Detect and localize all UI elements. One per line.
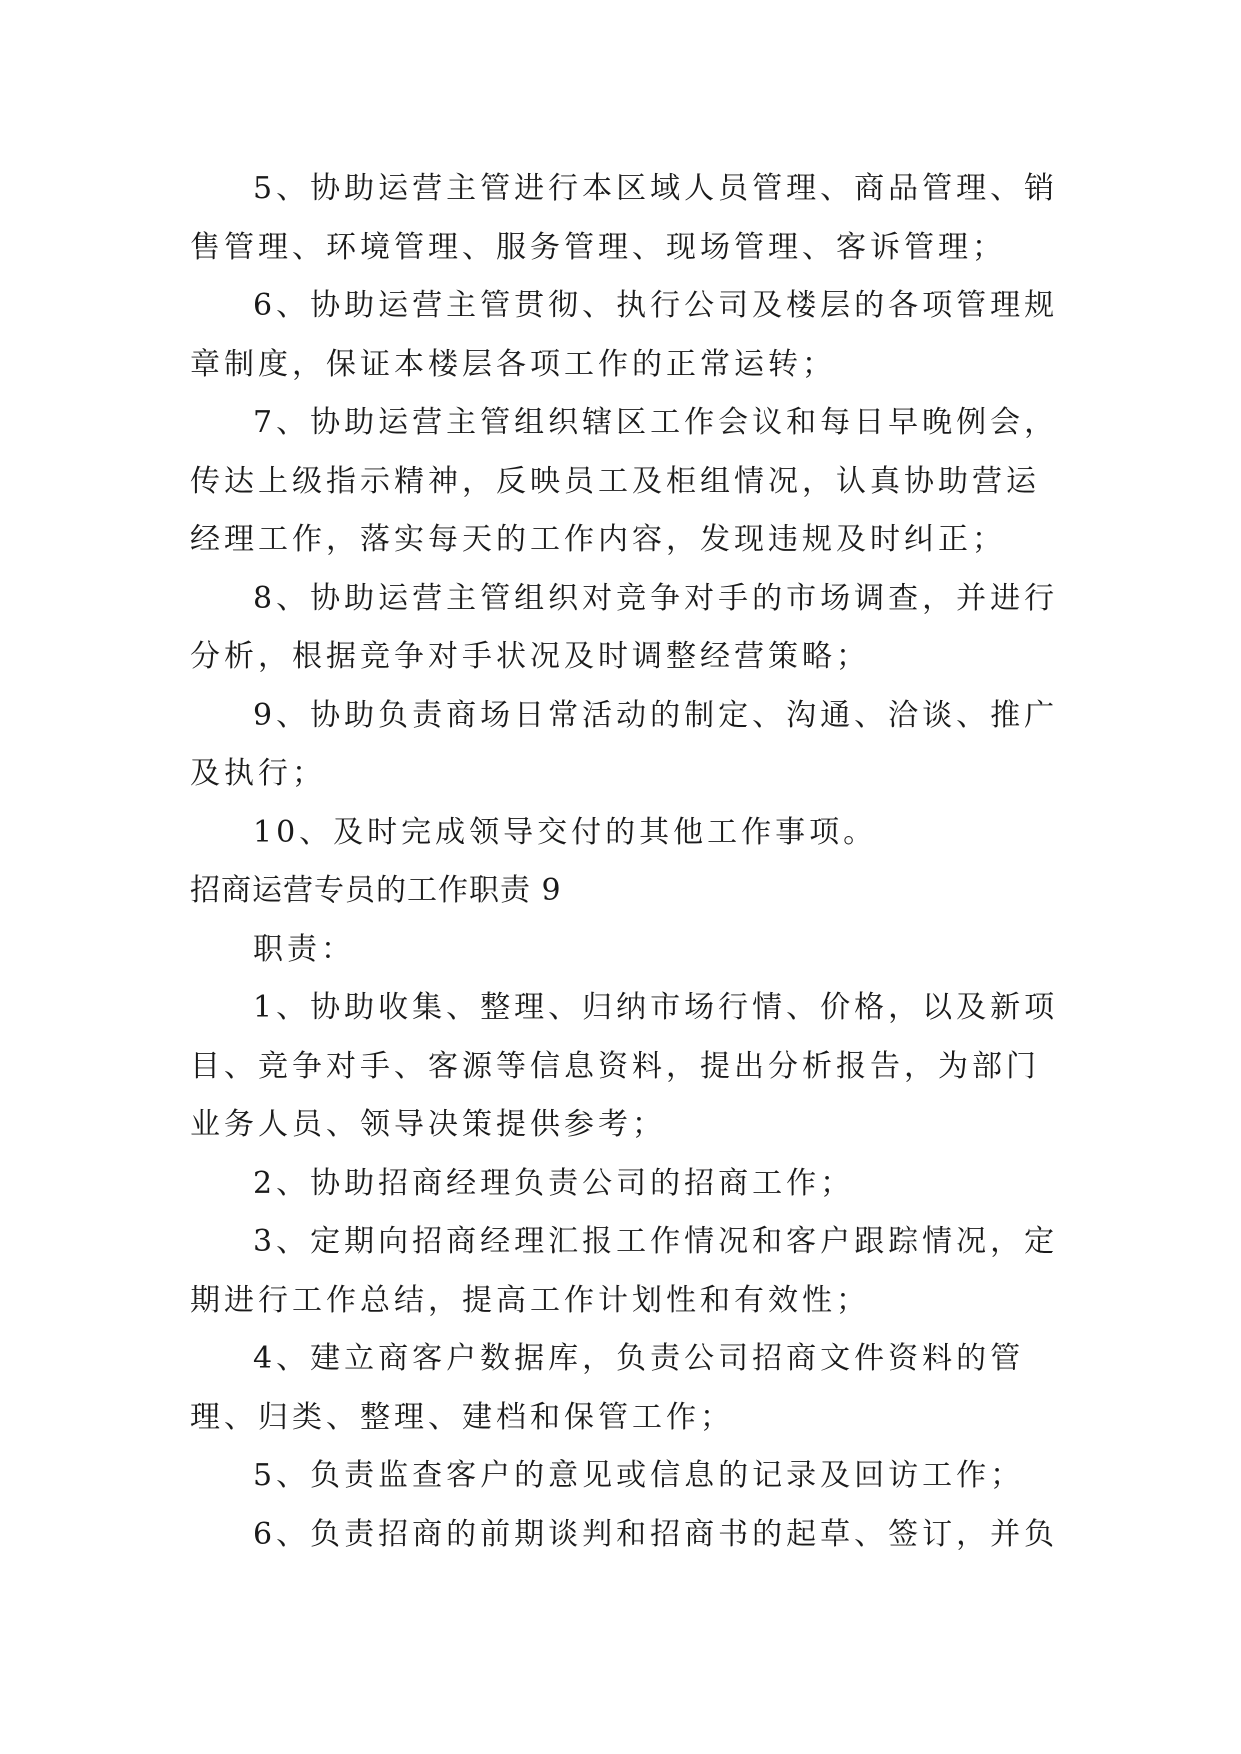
document-body [190, 160, 1060, 1564]
paragraph: 2、协助招商经理负责公司的招商工作； [253, 1165, 855, 1201]
paragraph: 7、协助运营主管组织辖区工作会议和每日早晚例会，传达上级指示精神，反映员工及柜组情况，认真协助营运经理工作，落实每天的工作内容，发现违规及时纠正； [190, 405, 1059, 557]
paragraph: 4、建立商客户数据库，负责公司招商文件资料的管理、归类、整理、建档和保管工作； [190, 1341, 1025, 1435]
paragraph: 9、协助负责商场日常活动的制定、沟通、洽谈、推广及执行； [190, 697, 1059, 791]
paragraph: 3、定期向招商经理汇报工作情况和客户跟踪情况，定期进行工作总结，提高工作计划性和有效性； [190, 1224, 1059, 1318]
paragraph: 8、协助运营主管组织对竞争对手的市场调查，并进行分析，根据竞争对手状况及时调整经营策略； [190, 580, 1059, 674]
paragraph: 10、及时完成领导交付的其他工作事项。 [253, 814, 878, 850]
paragraph: 5、协助运营主管进行本区域人员管理、商品管理、销售管理、环境管理、服务管理、现场管理、客诉管理； [190, 171, 1059, 265]
duties-label: 职责： [253, 931, 355, 967]
paragraph: 6、负责招商的前期谈判和招商书的起草、签订，并负 [253, 1516, 1059, 1552]
paragraph: 6、协助运营主管贯彻、执行公司及楼层的各项管理规章制度，保证本楼层各项工作的正常运转； [190, 288, 1059, 382]
paragraph: 1、协助收集、整理、归纳市场行情、价格，以及新项目、竞争对手、客源等信息资料，提出分析报告，为部门业务人员、领导决策提供参考； [190, 990, 1059, 1142]
section-title: 招商运营专员的工作职责 9 [190, 873, 562, 908]
paragraph: 5、负责监查客户的意见或信息的记录及回访工作； [253, 1458, 1025, 1493]
